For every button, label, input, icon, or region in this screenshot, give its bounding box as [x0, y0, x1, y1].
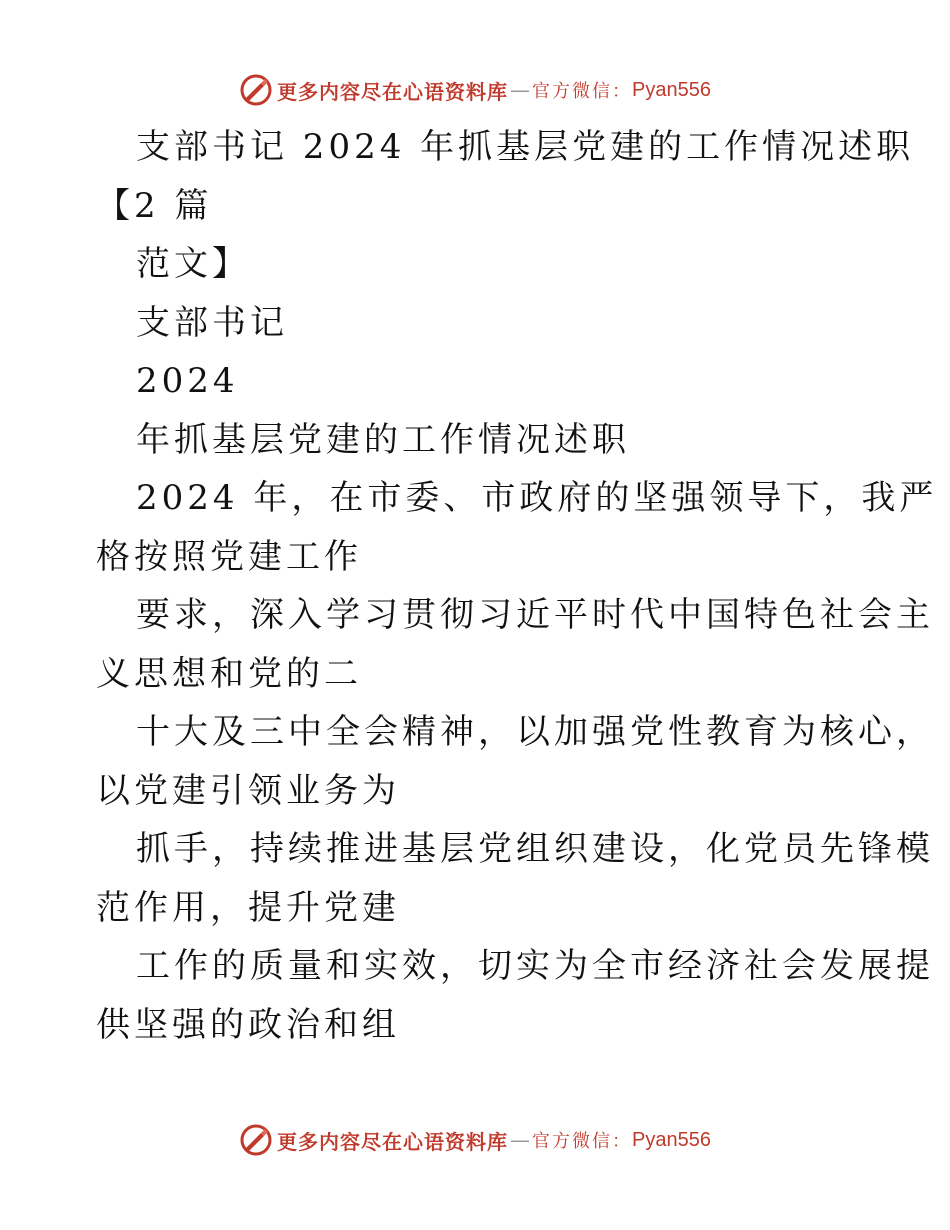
document-text-line: 工作的质量和实效，切实为全市经济社会发展提 [136, 946, 934, 986]
banner-wechat-id: Pyan556 [632, 1128, 711, 1151]
document-title-line-3: 范文】 [136, 244, 250, 284]
banner-wechat-label: 官方微信： [532, 1131, 633, 1152]
document-title-line-2: 【2 篇 [96, 185, 213, 226]
banner-site-text: 更多内容尽在心语资料库 [277, 79, 509, 104]
header-banner [0, 70, 950, 110]
banner-wechat-id: Pyan556 [632, 78, 711, 101]
document-title-line-1: 支部书记 2024 年抓基层党建的工作情况述职 [136, 127, 915, 167]
document-text-line: 义思想和党的二 [96, 653, 362, 694]
banner-dash: — [510, 78, 531, 102]
document-text-line: 以党建引领业务为 [96, 770, 400, 811]
document-text-line: 要求，深入学习贯彻习近平时代中国特色社会主 [136, 595, 934, 635]
footer-banner [0, 1120, 950, 1160]
banner-wechat-label: 官方微信： [532, 81, 633, 102]
document-text-line: 年抓基层党建的工作情况述职 [136, 419, 630, 460]
document-text-line: 范作用，提升党建 [96, 887, 400, 928]
pen-logo-icon [239, 1123, 273, 1157]
pen-logo-icon [239, 73, 273, 107]
document-text-line: 格按照党建工作 [96, 536, 362, 577]
document-body [96, 118, 938, 1054]
document-text-line: 供坚强的政治和组 [96, 1004, 400, 1045]
banner-dash: — [510, 1128, 531, 1152]
document-text-line: 2024 年，在市委、市政府的坚强领导下，我严 [136, 478, 938, 518]
document-text-line: 十大及三中全会精神，以加强党性教育为核心， [136, 712, 934, 752]
banner-site-text: 更多内容尽在心语资料库 [277, 1129, 509, 1154]
document-text-line: 抓手，持续推进基层党组织建设，化党员先锋模 [136, 829, 934, 869]
document-text-line: 2024 [136, 361, 239, 401]
document-text-line: 支部书记 [136, 302, 288, 343]
